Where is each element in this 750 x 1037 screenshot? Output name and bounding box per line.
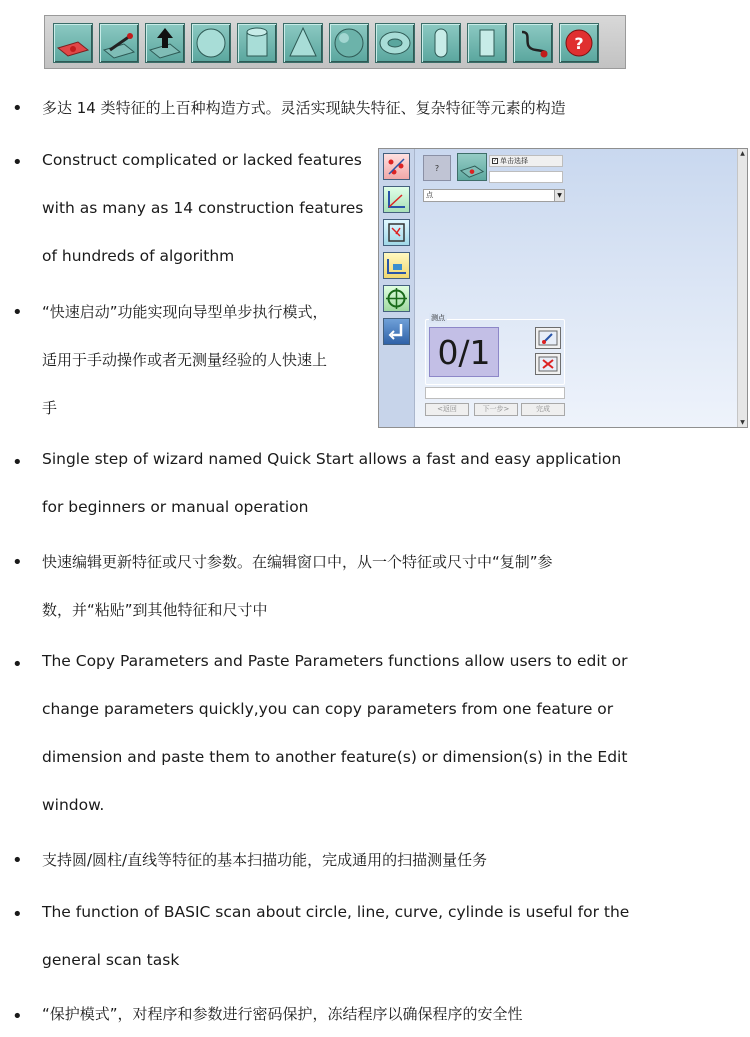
click-select-label: 单击选择 bbox=[500, 157, 528, 165]
probe-icon[interactable] bbox=[535, 327, 561, 349]
circle-icon[interactable] bbox=[191, 23, 231, 63]
back-button[interactable]: <返回 bbox=[425, 403, 469, 416]
feature-text-1: 多达 14 类特征的上百种构造方式。灵活实现缺失特征、复杂特征等元素的构造 bbox=[42, 99, 566, 117]
align-icon[interactable] bbox=[383, 219, 410, 246]
help-icon[interactable] bbox=[559, 23, 599, 63]
bullet-4 bbox=[12, 458, 22, 468]
quick-start-dialog bbox=[378, 148, 748, 428]
dialog-status-field[interactable] bbox=[425, 387, 565, 399]
point-feature-icon[interactable] bbox=[457, 153, 487, 181]
sphere-icon[interactable] bbox=[329, 23, 369, 63]
next-button[interactable]: 下一步> bbox=[474, 403, 518, 416]
point-counter: 0/1 bbox=[429, 327, 499, 377]
axis-icon[interactable] bbox=[383, 186, 410, 213]
torus-icon[interactable] bbox=[375, 23, 415, 63]
feature-toolbar bbox=[44, 15, 626, 69]
feature-preview-unknown: ? bbox=[423, 155, 451, 181]
delete-point-icon[interactable] bbox=[535, 353, 561, 375]
cone-icon[interactable] bbox=[283, 23, 323, 63]
feature-text-3: “快速启动”功能实现向导型单步执行模式， 适用于手动操作或者无测量经验的人快速上 手 bbox=[42, 303, 328, 417]
bullet-3 bbox=[12, 308, 22, 318]
coordinate-icon[interactable] bbox=[383, 252, 410, 279]
feature-type-select[interactable] bbox=[423, 189, 565, 202]
feature-type-value: 点 bbox=[426, 191, 433, 199]
dialog-scrollbar[interactable] bbox=[737, 149, 747, 427]
feature-points-icon[interactable] bbox=[383, 153, 410, 180]
arrow-up-plane-icon[interactable] bbox=[145, 23, 185, 63]
bullet-8 bbox=[12, 910, 22, 920]
bullet-9 bbox=[12, 1012, 22, 1022]
plane-point-icon[interactable] bbox=[53, 23, 93, 63]
bullet-1 bbox=[12, 104, 22, 114]
curve-icon[interactable] bbox=[513, 23, 553, 63]
return-icon[interactable] bbox=[383, 318, 410, 345]
chevron-down-icon[interactable]: ▼ bbox=[554, 190, 564, 201]
dialog-text-field[interactable] bbox=[489, 171, 563, 183]
feature-text-8: The function of BASIC scan about circle, line, curve, cylinde is useful for the general scan task bbox=[42, 903, 630, 969]
scroll-down-icon[interactable]: ▼ bbox=[740, 419, 745, 426]
feature-text-5: 快速编辑更新特征或尺寸参数。在编辑窗口中，从一个特征或尺寸中“复制”参 数，并“粘贴”到其他特征和尺寸中 bbox=[42, 553, 553, 619]
feature-text-7: 支持圆/圆柱/直线等特征的基本扫描功能，完成通用的扫描测量任务 bbox=[42, 851, 488, 869]
crosshair-icon[interactable] bbox=[383, 285, 410, 312]
measure-points-label: 测点 bbox=[431, 314, 445, 322]
svg-text:?: ? bbox=[574, 34, 584, 53]
bullet-2 bbox=[12, 158, 22, 168]
line-icon[interactable] bbox=[99, 23, 139, 63]
dialog-sidebar bbox=[379, 149, 415, 427]
finish-button[interactable]: 完成 bbox=[521, 403, 565, 416]
feature-text-6: The Copy Parameters and Paste Parameters functions allow users to edit or change parameters quickly,you can copy parameters from one feature or dimension and paste them to another feature(s) or dimension(s) in the Edit window. bbox=[42, 652, 628, 814]
click-select-checkbox[interactable]: ✓ 单击选择 bbox=[489, 155, 563, 167]
bullet-7 bbox=[12, 856, 22, 866]
feature-text-9: “保护模式”，对程序和参数进行密码保护，冻结程序以确保程序的安全性 bbox=[42, 1005, 523, 1023]
feature-text-4: Single step of wizard named Quick Start allows a fast and easy application for beginners or manual operation bbox=[42, 450, 622, 516]
bullet-5 bbox=[12, 558, 22, 568]
scroll-up-icon[interactable]: ▲ bbox=[740, 150, 745, 157]
bullet-6 bbox=[12, 660, 22, 670]
feature-text-2: Construct complicated or lacked features with as many as 14 construction features of hundreds of algorithm bbox=[42, 151, 364, 265]
cylinder-icon[interactable] bbox=[237, 23, 277, 63]
rectangle-icon[interactable] bbox=[467, 23, 507, 63]
slot-icon[interactable] bbox=[421, 23, 461, 63]
